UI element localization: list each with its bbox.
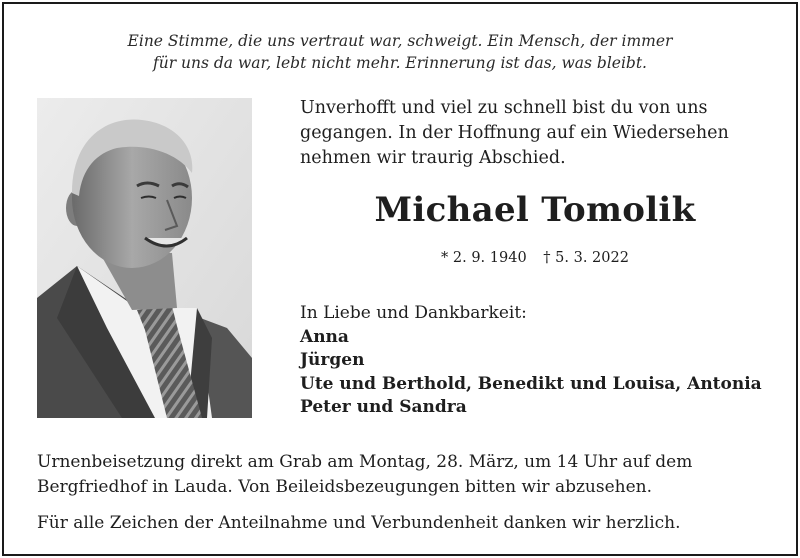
family-member: Ute und Berthold, Benedikt und Louisa, Antonia bbox=[300, 373, 762, 394]
motto bbox=[4, 30, 796, 74]
intro-line-3: nehmen wir traurig Abschied. bbox=[300, 148, 566, 168]
family-heading: In Liebe und Dankbarkeit: bbox=[300, 303, 527, 323]
thanks-line: Für alle Zeichen der Anteilnahme und Verbundenheit danken wir herzlich. bbox=[37, 513, 681, 533]
family-list bbox=[300, 302, 790, 420]
closing-notes bbox=[37, 450, 787, 536]
birth-date: * 2. 9. 1940 bbox=[441, 250, 527, 266]
intro-line-2: gegangen. In der Hoffnung auf ein Wiedersehen bbox=[300, 123, 729, 143]
life-dates bbox=[300, 250, 770, 266]
obituary-card bbox=[2, 2, 798, 556]
motto-line-2: für uns da war, lebt nicht mehr. Erinnerung ist das, was bleibt. bbox=[152, 54, 647, 72]
deceased-name: Michael Tomolik bbox=[374, 190, 696, 230]
motto-line-1: Eine Stimme, die uns vertraut war, schweigt. Ein Mensch, der immer bbox=[127, 32, 673, 50]
intro-line-1: Unverhofft und viel zu schnell bist du von uns bbox=[300, 98, 708, 118]
family-member: Peter und Sandra bbox=[300, 397, 467, 417]
portrait-photo bbox=[37, 98, 252, 418]
funeral-line-2: Bergfriedhof in Lauda. Von Beileidsbezeugungen bitten wir abzusehen. bbox=[37, 476, 653, 497]
death-date: † 5. 3. 2022 bbox=[543, 250, 629, 266]
intro-text bbox=[300, 96, 780, 171]
family-member: Jürgen bbox=[300, 350, 365, 370]
funeral-line-1: Urnenbeisetzung direkt am Grab am Montag, 28. März, um 14 Uhr auf dem bbox=[37, 452, 693, 472]
family-member: Anna bbox=[300, 326, 349, 347]
